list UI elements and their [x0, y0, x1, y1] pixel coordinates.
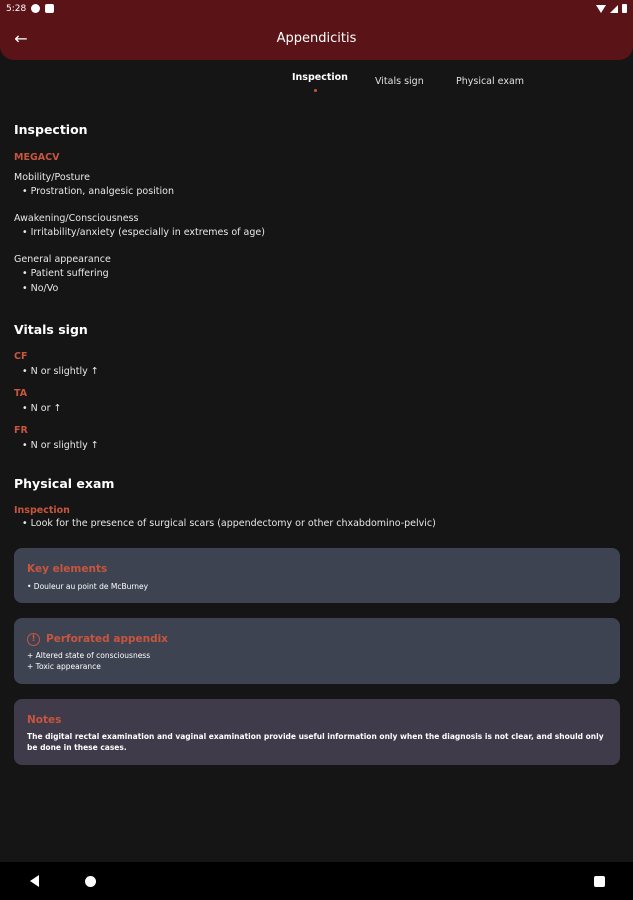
physical-exam-subtitle: Inspection — [14, 505, 70, 516]
list-item: • Look for the presence of surgical scars (appendectomy or other chxabdomino-pelvic) — [14, 518, 436, 529]
section-title-inspection: Inspection — [14, 122, 88, 137]
vital-value: • N or ↑ — [14, 403, 61, 414]
key-elements-card — [14, 548, 620, 603]
back-button[interactable] — [8, 25, 34, 51]
vital-label: TA — [14, 388, 28, 399]
tab-inspection[interactable]: Inspection — [292, 72, 348, 83]
list-item: • Patient suffering — [14, 268, 109, 279]
list-item: • No/Vo — [14, 283, 58, 294]
nav-recents-icon[interactable] — [594, 876, 605, 887]
notification-icon — [31, 4, 40, 13]
tab-physical-exam[interactable]: Physical exam — [456, 76, 525, 87]
card-title-row — [27, 630, 607, 648]
perforated-appendix-card — [14, 618, 620, 684]
status-time: 5:28 — [6, 3, 27, 14]
section-title-physical-exam: Physical exam — [14, 476, 115, 491]
section-title-vitals: Vitals sign — [14, 322, 88, 337]
active-tab-indicator — [314, 89, 317, 92]
vital-value: • N or slightly ↑ — [14, 440, 99, 451]
card-title: Notes — [27, 714, 62, 726]
system-nav-bar — [0, 862, 633, 900]
notes-text: The digital rectal examination and vaginal examination provide useful information only when the diagnosis is not clear, and should only be done in these cases. — [27, 732, 604, 752]
group-label: Awakening/Consciousness — [14, 213, 139, 224]
group-label: Mobility/Posture — [14, 172, 90, 183]
list-item: • Prostration, analgesic position — [14, 186, 174, 197]
battery-icon — [622, 4, 627, 13]
nav-home-icon[interactable] — [85, 876, 96, 887]
status-bar — [0, 0, 633, 17]
signal-icon — [610, 5, 618, 13]
card-title: Key elements — [27, 563, 108, 575]
nav-back-icon[interactable] — [30, 875, 39, 887]
group-label: General appearance — [14, 254, 111, 265]
arrow-left-icon: ← — [14, 28, 28, 48]
alert-circle-icon: ! — [27, 633, 40, 646]
notes-card — [14, 699, 620, 765]
list-item: • Irritability/anxiety (especially in extremes of age) — [14, 227, 265, 238]
tab-vitals-sign[interactable]: Vitals sign — [375, 76, 424, 87]
vital-value: • N or slightly ↑ — [14, 366, 99, 377]
acronym-label: MEGACV — [14, 152, 60, 163]
app-bar — [0, 17, 633, 60]
tab-bar — [0, 72, 633, 96]
vital-label: FR — [14, 425, 28, 436]
card-line: + Toxic appearance — [27, 662, 101, 671]
page-title: Appendicitis — [276, 31, 357, 46]
card-title: Perforated appendix — [46, 633, 168, 645]
vital-label: CF — [14, 351, 28, 362]
card-line: + Altered state of consciousness — [27, 651, 151, 660]
wifi-icon — [596, 5, 606, 13]
card-line: • Douleur au point de McBurney — [27, 582, 149, 591]
app-notification-icon — [45, 4, 54, 13]
